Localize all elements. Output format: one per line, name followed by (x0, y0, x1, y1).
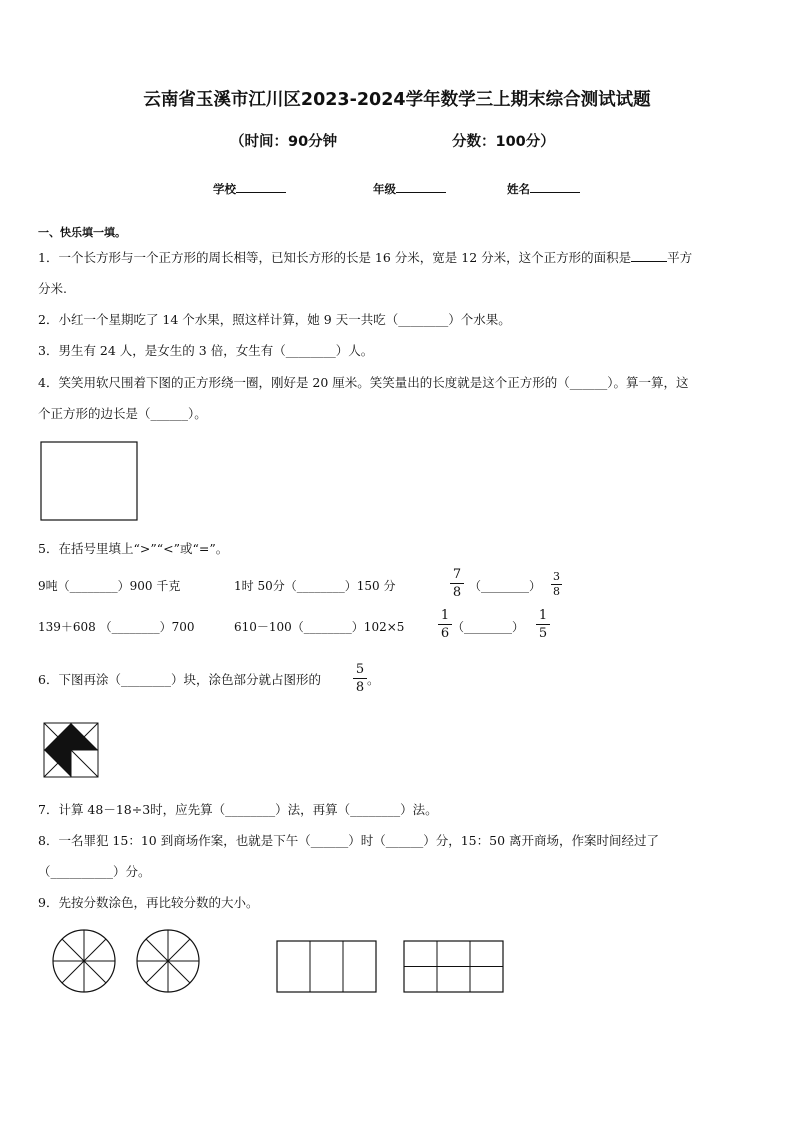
q5-row1-frac-right (551, 571, 562, 598)
frac-numerator: 7 (452, 567, 462, 582)
question-7: 7．计算 48－18÷3时，应先算（________）法，再算（________）法。 (38, 802, 438, 817)
question-3: 3．男生有 24 人，是女生的 3 倍，女生有（________）人。 (38, 343, 374, 358)
q5-row2-a: 139＋608 （________）700 (38, 620, 195, 634)
frac-numerator: 3 (553, 570, 560, 583)
circle-eighths-2 (134, 929, 204, 995)
school-blank[interactable] (236, 181, 286, 193)
grade-blank[interactable] (396, 181, 446, 193)
circle-eighths-1 (50, 929, 120, 995)
q5-row2-frac-right (536, 608, 550, 641)
q5-row1-c-blank: （________） (469, 579, 542, 593)
question-9: 9．先按分数涂色，再比较分数的大小。 (38, 895, 259, 910)
question-4-line-1: 4．笑笑用软尺围着下图的正方形绕一圈，刚好是 20 厘米。笑笑量出的长度就是这个正方形的（______）。算一算，这 (38, 375, 689, 390)
question-8-line-1: 8．一名罪犯 15：10 到商场作案，也就是下午（______）时（______）分，15：50 离开商场，作案时间经过了 (38, 833, 659, 848)
name-label: 姓名 (507, 182, 530, 196)
school-field (213, 181, 286, 197)
q5-row2-frac-left (438, 608, 452, 641)
section-heading: 一、快乐填一填。 (38, 226, 126, 239)
question-6-fraction (353, 662, 367, 695)
frac-numerator: 1 (440, 608, 450, 623)
school-label: 学校 (213, 182, 236, 196)
pinwheel-figure (43, 722, 101, 780)
q5-row2-b: 610－100（________）102×5 (234, 620, 405, 634)
frac-denominator: 8 (452, 585, 462, 600)
question-6-end: 。 (367, 672, 380, 687)
frac-denominator: 6 (440, 626, 450, 641)
frac-denominator: 5 (538, 626, 548, 641)
question-1-line-1 (38, 250, 692, 266)
question-1-blank[interactable] (631, 250, 667, 262)
question-8-line-2: （__________）分。 (38, 864, 151, 879)
question-4-line-2: 个正方形的边长是（______）。 (38, 406, 207, 421)
square-figure (40, 441, 140, 523)
question-1-line-2: 分米. (38, 281, 67, 296)
question-2: 2．小红一个星期吃了 14 个水果，照这样计算，她 9 天一共吃（________）个水果。 (38, 312, 511, 327)
question-1-text: 1．一个长方形与一个正方形的周长相等，已知长方形的长是 16 分米，宽是 12 分米，这个正方形的面积是 (38, 250, 632, 265)
frac-denominator: 8 (553, 585, 560, 598)
q5-row1-frac-left (450, 567, 464, 600)
frac-numerator: 1 (538, 608, 548, 623)
question-1-tail: 平方 (667, 250, 693, 265)
grade-field (373, 181, 446, 197)
question-6: 6．下图再涂（________）块，涂色部分就占图形的 (38, 672, 321, 687)
name-blank[interactable] (530, 181, 580, 193)
q5-row1-b: 1时 50分（________）150 分 (234, 579, 396, 593)
page-title: 云南省玉溪市江川区2023-2024学年数学三上期末综合测试试题 (143, 90, 651, 110)
grade-label: 年级 (373, 182, 396, 196)
question-5: 5．在括号里填上“>”“<”或“=”。 (38, 541, 229, 556)
exam-score: 分数：100分） (452, 134, 555, 150)
name-field (507, 181, 580, 197)
frac-denominator: 8 (355, 680, 365, 695)
q5-row2-c-blank: （________） (452, 620, 525, 634)
frac-numerator: 5 (355, 662, 365, 677)
rectangle-sixths (403, 940, 505, 994)
rectangle-thirds (276, 940, 378, 994)
exam-time: （时间：90分钟 (230, 134, 338, 150)
q5-row1-a: 9吨（________）900 千克 (38, 579, 181, 593)
